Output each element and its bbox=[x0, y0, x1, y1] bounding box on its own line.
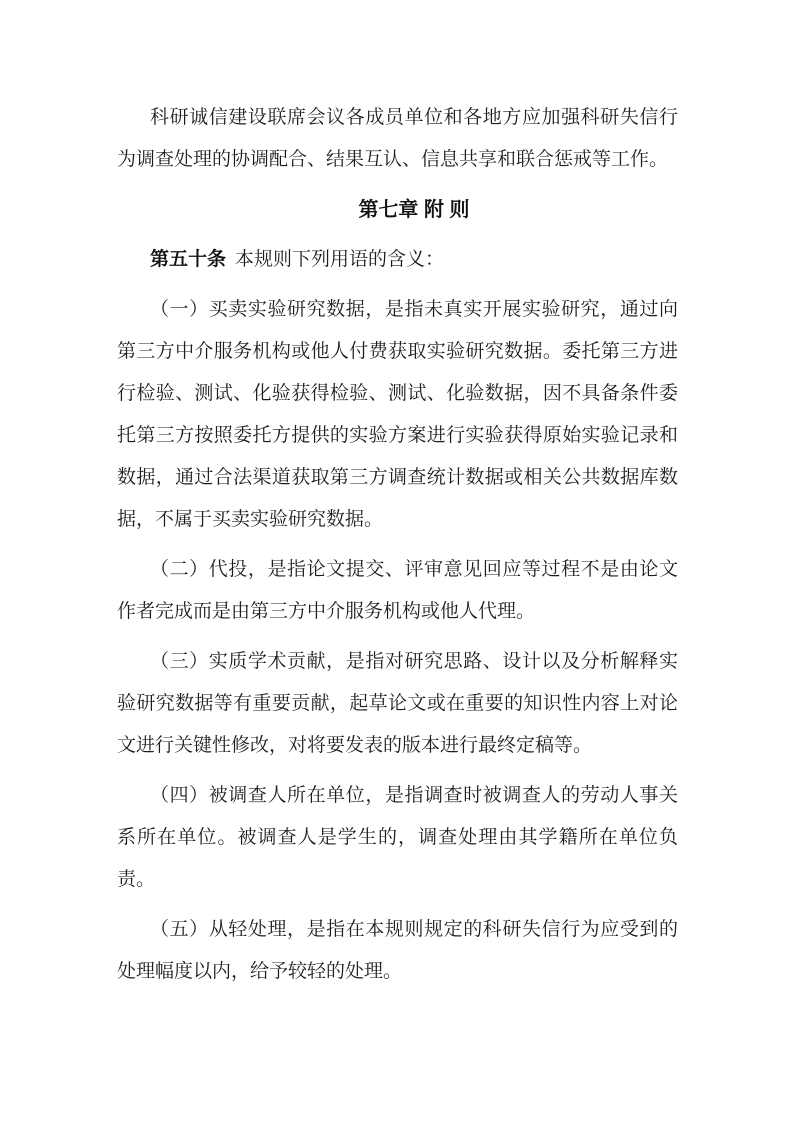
chapter-heading: 第七章 附 则 bbox=[358, 199, 470, 221]
intro-paragraph: 科研诚信建设联席会议各成员单位和各地方应加强科研失信行为调查处理的协调配合、结果互认、信息共享和联合惩戒等工作。 bbox=[117, 107, 678, 170]
definition-item-1: （一）买卖实验研究数据，是指未真实开展实验研究，通过向第三方中介服务机构或他人付费获取实验研究数据。委托第三方进行检验、测试、化验获得检验、测试、化验数据，因不具备条件委托第三方按照委托方提供的实验方案进行实验获得原始实验记录和数据，通过合法渠道获取第三方调查统计数据或相关公共数据库数据，不属于买卖实验研究数据。 bbox=[117, 299, 678, 530]
document-content bbox=[117, 97, 678, 1001]
definition-item-2: （二）代投，是指论文提交、评审意见回应等过程不是由论文作者完成而是由第三方中介服务机构或他人代理。 bbox=[117, 559, 678, 622]
definition-item-3: （三）实质学术贡献，是指对研究思路、设计以及分析解释实验研究数据等有重要贡献，起草论文或在重要的知识性内容上对论文进行关键性修改，对将要发表的版本进行最终定稿等。 bbox=[117, 651, 678, 756]
definition-item-5: （五）从轻处理，是指在本规则规定的科研失信行为应受到的处理幅度以内，给予较轻的处理。 bbox=[117, 919, 678, 982]
article-number: 第五十条 bbox=[150, 249, 227, 270]
definition-item-4: （四）被调查人所在单位，是指调查时被调查人的劳动人事关系所在单位。被调查人是学生的，调查处理由其学籍所在单位负责。 bbox=[117, 785, 678, 890]
article-paragraph bbox=[117, 239, 678, 281]
article-text: 本规则下列用语的含义： bbox=[235, 249, 445, 270]
